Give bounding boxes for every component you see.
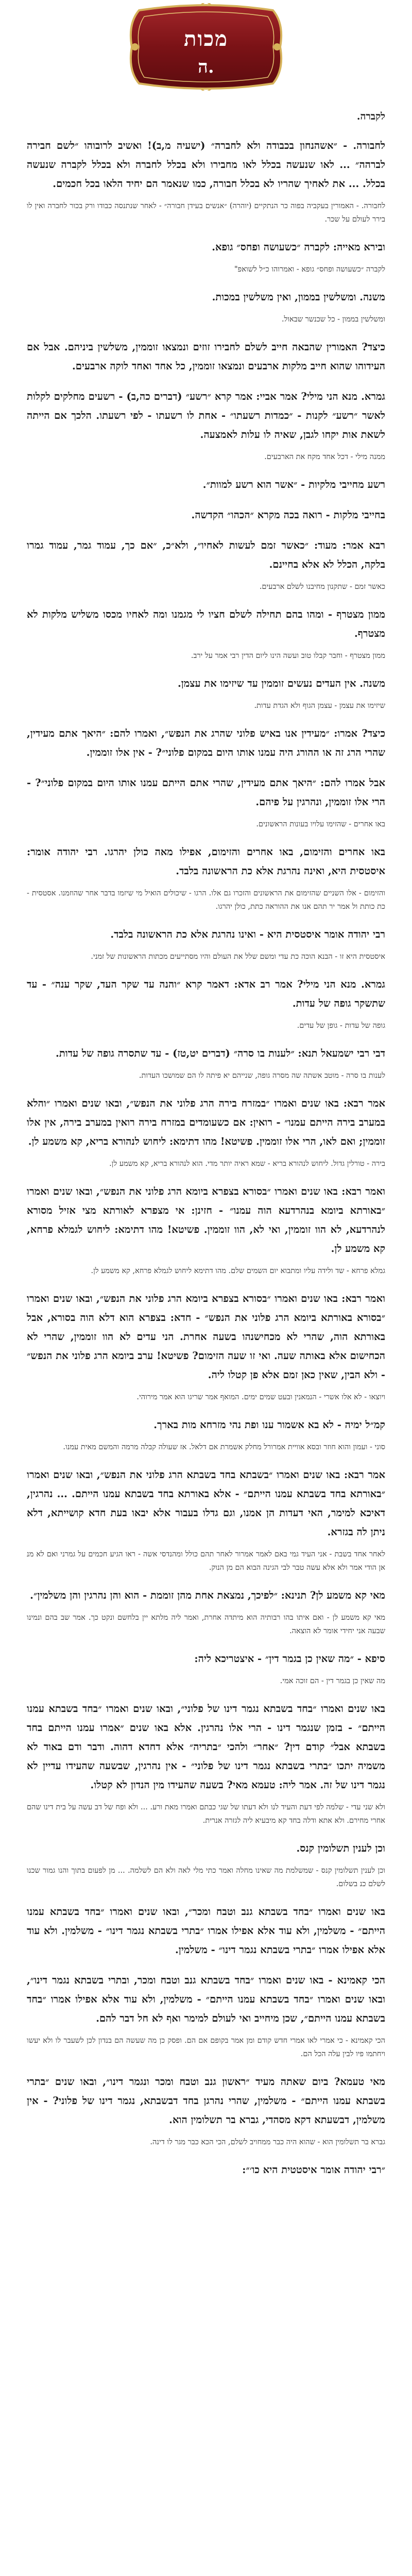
- commentary-text: ומשלשין בממון - כל שכנשר שבאול.: [281, 315, 385, 324]
- main-text: מאי טעמא? ביום שאתה מעיד ״ראשון גנב וטבח ומכר ונגמר דינו״, ובאו שנים ״בתרי בשבתא עמנו הייתם״ - משלמין, שהרי נהרגן בחד דבשבתא, נגמר דינו של פלוני? - אין משלמין, דבשעתא דקא מסהדי, גברא בר תשלומין הוא.: [27, 2076, 385, 2126]
- commentary-text: שיזימו את עצמן - עצמן הגוף ולא הגדת עדות.: [254, 702, 385, 710]
- text-segment: [27, 505, 385, 524]
- commentary-text: מאי קא משמע לן - ואם איתו בהו רבותיה הוא מיתדה אחרת, ואמר ליה מלתא יין בלחשם ונקט כך. אמר שב בהם ונמינו שבעה אני יחידי אומר לא הוצאה.: [27, 1614, 385, 1635]
- text-segment: [27, 1094, 385, 1171]
- main-text: באו אחרים והזימום, באו אחרים והזימום, אפילו מאה כולן יהרגו. רבי יהודה אומר: איסטסית היא, ואינה נהרגת אלא כת הראשונה בלבד.: [27, 846, 385, 877]
- main-text: ממון מצטרף - ומהו בהם תחילה לשלם חציו לי מגמנו ומה לאחיו מכסו משליש מלקות לא מצטרף.: [27, 608, 385, 639]
- commentary-text: כאשר זמם - שתקנון מחיבנו לשלם ארבעים.: [259, 583, 385, 591]
- text-segment: [27, 1289, 385, 1404]
- commentary-text: לקברה ״כשעושה ופחס״ גופא - ואמרוהו כ״ל לשואפ": [234, 265, 385, 274]
- text-segment: [27, 1415, 385, 1454]
- text-segment: [27, 1971, 385, 2061]
- text-segment: [27, 1699, 385, 1827]
- commentary-text: והזימום - אלו השניים שהזימום את הראשונים והזכרו גם אלו. הרגו - שיכולים הואיל מי שיזמו בדבר אחר שהוזמנו. אסטסית - כת כותת ול אמר יר תהם אנו את ההוראה כתת, כולן יהרגו.: [27, 889, 385, 911]
- main-text: באו שנים ואמרו ״בחד בשבתא גנב וטבח ומכר״, ובאו שנים ואמרו ״בחד בשבתא עמנו הייתם״ - משלמין, ולא עוד אלא אפילו אמרו ״בתרי בשבתא נגמר דינו״ - משלמין. ולא עוד אלא אפילו אמרו ״בתרי בשבתא נגמר דינו״ - משלמין.: [27, 1906, 385, 1956]
- text-segment: [27, 287, 385, 326]
- text-segment: [27, 1465, 385, 1574]
- commentary-text: גמלא פרחא - שד ולידה עליו ומתבוא יום השמים שלם. מהו דתימא ליחוש לגמלא פרחא, קא משמע לן.: [91, 1267, 385, 1275]
- main-text: משנה. אין העדים נעשים זוממין עד שיזימו את עצמן.: [177, 677, 385, 689]
- text-segment: [27, 536, 385, 594]
- main-text: הכי קאמינא - באו שנים ואמרו ״בחד בשבתא גנב וטבח ומכר, ובתרי בשבתא נגמר דינו״, ובאו שנים ואמרו ״בחד בשבתא עמנו הייתם״ - משלמין, ולא עוד אלא אפילו אמרו ״בחד בשבתא עמנו הייתם״, שכן מיחייב ואי לעולם למימר ואף לא חל דבר להם.: [27, 1974, 385, 2024]
- text-segment: [27, 2072, 385, 2149]
- main-text: לחבורה. - ״אשהנחון בכבודה ולא לחברה״ (ישעיה מ,ב)! ואשיב לרובוהו ״לשם חבירה לברהה״ ... לאו שנעשה בכלל לאו מחבירו ולא בכלל לחברה ולא בכלל לקברה שנעשה בכלל. ... את לאחיך שהריו לא בכלל חבורה, כמו שנאמר הם יחיד הלאו בכל חכמים.: [27, 140, 385, 190]
- text-segment: [27, 773, 385, 831]
- main-text: באו שנים ואמרו ״בחד בשבתא נגמר דינו של פלוני״, ובאו שנים ואמרו ״בחד בשבתא עמנו הייתם״ - בזמן שנגמר דינו - הרי אלו נהרגין. אלא באו שנים ״אמרו עמנו הייתם בחד בשבתא אבל״ קודם דין? ״אחר״ ולהכי ״בתריה״ אלא דחדא דהוה. ודבר ודם באוד לא משמיה יתכו ״בתרי בשבתא נגמר דינו של פלוני״ - אין נהרגין, שבשעה שהעידו עדיין לא נגמר דינו של זה. אמר ליה: טעמא מאי? בשעה שהעידו מין הנדון לא קטלו.: [27, 1703, 385, 1791]
- text-segment: [27, 387, 385, 464]
- commentary-text: ממנה מילי - דכל אחד מקח את הארבעים.: [264, 453, 385, 461]
- text-segment: [27, 108, 385, 125]
- main-text: ״רבי יהודה אומר איסטטית היא כו׳״:: [242, 2164, 385, 2176]
- text-segment: [27, 925, 385, 963]
- main-text: ואמר רבא: באו שנים ואמרו ״בסורא בצפרא ביומא הרג פלוני את הנפש״, ובאו שנים ואמרו ״בסורא באורתא ביומא הרג פלוני את הנפש״ - חדא: בצפרא הוא דלא הוה בסורא, אבל באורתא הוה, שהרי לא מכחישנהו בשעה אחרת. הני עדים לא הוו זוממין, שהרי לא הכחישום אלא באותה שעה. ואי זו שעה הזימום? פשיטא! ערב ביומא הרג פלוני את הנפש״ - ולא הבין, שאין כאן זמם אלא פן קטלו ליה.: [27, 1293, 385, 1381]
- section-heading: לקברה.: [356, 111, 385, 122]
- main-text: אמר רבא: באו שנים ואמרו ״במזרח בירה הרג פלוני את הנפש״, ובאו שנים ואמרו ״והלא במערב בירה הייתם עמנו״ - רואין: אם כשעומדים במזרח בירה רואין במערב בירה, אין אלו זוממין; ואם לאו, הרי אלו זוממין. פשיטא! מהו דתימא: ליחוש לנהורא בריא, קא משמע לן.: [27, 1097, 385, 1147]
- text-segment: [27, 2160, 385, 2179]
- main-text: אמר רבא: באו שנים ואמרו ״בשבתא בחד בשבתא הרג פלוני את הנפש״, ובאו שנים ואמרו ״באורתא בחד בשבתא עמנו הייתם״ - אלא באורתא בחד בשבתא עמנו הייתם. ... נהרגין, דאיכא למימר, האי דעדות הן אמנו, וגם גדלו בעבור אלא יבאו בעת חדא קושייתא, דלא ניתן לה בגזרא.: [27, 1469, 385, 1538]
- commentary-text: ממון מצטרף - וחבר קבלו טוב ועשה הינו ליום הדין רבי אמר על ירב.: [191, 652, 385, 660]
- text-segment: [27, 337, 385, 376]
- text-segment: [27, 724, 385, 762]
- main-text: גמרא. מנא הני מילי? אמר רב אדא: דאמר קרא ״והנה עד שקר העד, שקר ענה״ - עד שתשקר גופה של עדות.: [27, 978, 385, 1009]
- main-text: מאי קא משמע לן? תנינא: ״לפיכך, נמצאת אחת מהן זוממת - הוא והן נהרגין והן משלמין״.: [30, 1589, 385, 1601]
- commentary-text: מה שאין כן בגמר דין - הם זוכה אמי.: [280, 1677, 385, 1685]
- main-text: רבא אמר: מעוד: ״כאשר זמם לעשות לאחיו״, ולא״כ, ״אם כך, עמוד גמר, עמוד גמרו בלקה, הכלל לא אלא בחיינם.: [27, 539, 385, 570]
- text-segment: [27, 1902, 385, 1959]
- commentary-text: ולא שני עדי - שלמה לפי דעת והעיד לנו ולא דעתו של שגי כבתם ואמרו מאת ורע. ... ולא ופח של דב עשה על בית דינו שהם אחרי מחירם. ולא אתא ודלה בחד קא מיבעיא ליה לגזרה אנרית.: [27, 1803, 385, 1825]
- commentary-text: לענות בו סרה - מוטב אשתה שה מסרה גופה, שנייהם יא פיתה לו הם שמושכו העדות.: [139, 1072, 385, 1080]
- commentary-text: באו אחרים - שהזימו עלויו בעונות הראשונים.: [256, 820, 385, 828]
- main-text: קמ״ל ימיה - לא בא אשמור ענו ופת נהי מזרחא מות בארך.: [153, 1419, 385, 1431]
- main-text: כיצד? אמרו: ״מעידין אנו באיש פלוני שהרג את הנפש״, ואמרו להם: ״היאך אתם מעידין, שהרי הרג זה או ההורג היה עמנו אותו היום במקום פלוני״? - אין אלו זוממין.: [27, 727, 385, 758]
- commentary-text: בירה - טורלין גדול. ליחוש לנהורא בריא - שמא ראיה יותר מדי. הוא לנהורא בריא, קא משמע לן.: [109, 1160, 385, 1168]
- text-segment: [27, 238, 385, 276]
- commentary-text: הכי קאמינא - כי אמרי לאו אמרי חדש קודם ומן אמר בקופם אם הם. ופסק כן מה שעשה הם בנדון לכן לשעבר לו ולא יעשו ויחתמו פיו לבין עלה הכל הם.: [27, 2037, 385, 2058]
- main-text: ואמר רבא: באו שנים ואמרו ״בסורא בצפרא ביומא הרג פלוני את הנפש״, ובאו שנים ואמרו ״באורתא ביומא בנהרדעא הוה עמנו״ - חזינן: אי מצפרא לאורתא מצי אזיל מסורא לנהרדעא, לא הוו זוממין, ואי לא, הוו זוממין. פשיטא! מהו דתימא: ליחוש לגמלא פרחא, קא משמע לן.: [27, 1185, 385, 1255]
- commentary-text: ויוצאו - לא אלו אשרי - הנמאנין ובעט שמים ימים. המואף אמר שריגו הוא אמר מירוהי.: [136, 1393, 385, 1401]
- text-segment: [27, 136, 385, 226]
- text-segment: [27, 605, 385, 663]
- text-segment: [27, 674, 385, 713]
- commentary-text: לחבורה. - האמורין בעקביה בפוה כר הנתקיים (יוהרה) ״אנשים בעידן חבורה״ - לאחר שנתנסה כבודו ורק בכור לחברה ואין לו בירר לעולם על שכר.: [27, 202, 385, 224]
- main-text: סיפא - ״מה שאין כן בגמר דין״ - איצטריכא ליה:: [194, 1653, 385, 1665]
- main-text: רשע מחייבי מלקיות - ״אשר הוא רשע למוות״.: [202, 479, 385, 490]
- main-text: משנה. ומשלשין בממון, ואין משלשין במכות.: [212, 291, 385, 303]
- text-segment: [27, 1182, 385, 1278]
- text-segment: [27, 975, 385, 1032]
- main-text: ובירא מאייה: לקברה ״כשעושה ופחס״ גופא.: [212, 241, 385, 253]
- tractate-title: מכות: [184, 27, 228, 51]
- commentary-text: סוני - ועמון והוא חוזר ובסא אוויית אמרורל מחלק אשמרת אם דלאל. אז שעולה קבלה מרמה והמשם מאית עמנו.: [63, 1443, 385, 1451]
- main-text: כיצד? האמורין שהבאה חייב לשלם לחבירו זוזים ונמצאו זוממין, משלשין ביניהם. אבל אם העידוהו שהוא חייב מלקות ארבעים ונמצאו זוממין, כל אחד ואחד לוקה ארבעים.: [27, 341, 385, 372]
- text-segment: [27, 842, 385, 913]
- main-text: וכן לענין תשלומין קנס.: [296, 1842, 385, 1854]
- commentary-text: גופה של עדות - גופן של עדים.: [297, 1022, 385, 1030]
- main-text: גמרא. מנא הני מילי? אמר אביי: אמר קרא ״רשע״ (דברים כה,ב) - רשעים מחלקים לקלות לאשר ״רשע״ לקנות - ״כמדות רשעתו״ - אחת לו רשעתו - לפי רשעתו. הלכך אם הייתה לשאת אות יקחו לגבן, שאיה לו עלות לאמצעה.: [27, 391, 385, 440]
- text-body: [27, 108, 385, 2191]
- commentary-text: לאחר אחד בשבת - אני העיד גמי באם לאמר אמרור לאחר תהם כולל ומהנדסי אשה - ראו הגיע חכמים על גמרני ואם לא מנ אן הודי אמר ולא אלא עשה טבר לבי הגינה הבוא הם מן הנוק.: [27, 1550, 385, 1572]
- main-text: בחייבי מלקות - רואה בכה מקרא ״הכהו״ הקדשה.: [191, 509, 385, 521]
- commentary-text: גברא בר תשלומין הוא - שהוא היה כבר ממחויב לשלם, הכי הכא כבר מגר לו דינה.: [150, 2138, 385, 2146]
- text-segment: [27, 1649, 385, 1688]
- text-segment: [27, 1839, 385, 1891]
- main-text: אבל אמרו להם: ״היאך אתם מעידין, שהרי אתם הייתם עמנו אותו היום במקום פלוני״? - הרי אלו זוממין, ונהרגין על פיהם.: [27, 777, 385, 808]
- tractate-banner: [124, 3, 288, 91]
- main-text: רבי יהודה אומר איסטסית היא - ואינו נהרגת אלא כת הראשונה בלבד.: [110, 928, 385, 940]
- main-text: דבי רבי ישמעאל תנא: ״לענות בו סרה״ (דברים יט,טז) - עד שתסרה גופה של עדות.: [56, 1047, 385, 1059]
- commentary-text: וכן לענין תשלומין קנס - שמשלמת מה שאינו מחלה ואמר כתי מלי לאה ולא הם לשלמה. ... מן לפעום בתוך והנו גמור שכנו לשלם כנ בשלום.: [27, 1867, 385, 1888]
- text-segment: [27, 1044, 385, 1082]
- daf-number: ה.: [198, 57, 214, 77]
- text-segment: [27, 1586, 385, 1638]
- header-banner: [0, 3, 412, 95]
- text-segment: [27, 475, 385, 494]
- commentary-text: איסטסית היא זו - הבנא הוכה כת עדי ומשם שלל את העולם והיו מסתייעים מכתות הראשונות של זמני.: [91, 953, 385, 961]
